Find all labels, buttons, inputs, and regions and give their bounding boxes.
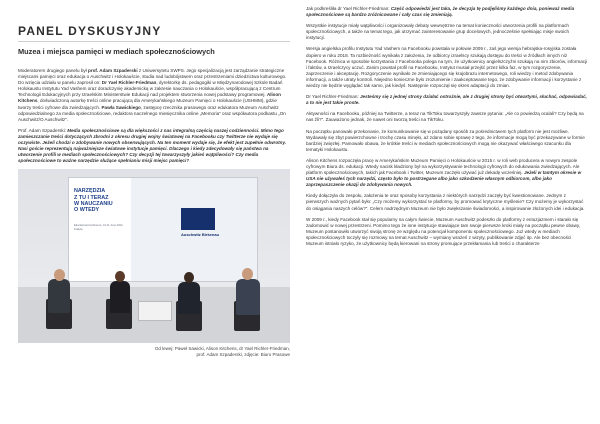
side-table xyxy=(138,301,172,321)
intro-text-c: z Uniwersytetu SWPS. Jego specjalizacją jest zarządzanie strategiczne miejscami pamięci oraz edukacja o Auschwitz i Holokauście, studia nad ludobójstwem oraz przestrzeniami dziedzictwa kulturowego. Do wzięcia udziału w panelu zaprosił on: xyxy=(18,68,287,86)
intro-text-g: , doświadczoną autorkę treści online pracującą dla Amerykańskiego Muzeum Pamięci o Holokauście (USHMM), gdzie tworzy treści cyfrowe dla zwiedzających. xyxy=(18,98,277,110)
intro-name-kitchens: Alison Kitchens xyxy=(18,92,281,104)
section-divider xyxy=(18,41,290,42)
paragraph: Wersja angielska profilu Instytutu Yad Vashem na Facebooku powstała w połowie 2009 r., zaś jego wersja hebrajska-rosyjska została dopiero w roku 2018. Ta rozbieżność wynikała z założenia, że odbiorcy izraelscy szukają dostępu do treści w źródłach innych niż Facebook. Różnica w sposobie korzystania z Facebooka polega na tym, że użytkownicy angielszczyźni szukają na nim zbiorów, informacji i faktów, a Izraelczycy uczuć. Zanim powstał profil na Facebooku, Instytut musiał przejść przez kilka faz, w tym rozgoryczenie, zaprzeczenie i akceptację. Rozgoryczenie wynikało ze zmieniającego się krajobrazu internetowego, roli wiedzy i metod zdobywania informacji, a także utraty kontroli. Niejedno konieczne było zrozumienie i zaakceptowanie tego, że zdobywanie informacji i korzystanie z wiedzy nie będzie wyglądać tak samo, jak kiedyś. Następnie rozpoczął się okres adaptacji do zmian. xyxy=(306,46,588,89)
paragraph: Jak podkreśliła dr Yael Richler-Friedman: Część odpowiedzi jest taka, że decyzja tę podjęliśmy każdego dnia, ponieważ media społecznościowe są bardzo zróżnicowane i cały czas się zmieniają. xyxy=(306,6,575,18)
intro-name-friedman: Dr Yael Richler-Friedman xyxy=(101,80,157,86)
section-title: PANEL DYSKUSYJNY xyxy=(18,24,162,38)
projection-screen xyxy=(68,177,258,282)
panelist-kitchens xyxy=(110,281,130,313)
paragraph: Alison Kitchens rozpoczęła pracę w Amerykańskim Muzeum Pamięci o Holokauście w 2015 r. w roli web producera w nowym zespole cyfrowym Biura ds. edukacji. Wtedy nacisk kładziony był na wykorzystywanie technologii cyfrowych do edukowania zwiedzających. Ale platform społecznościowych, takich jak Facebook i Twitter, Muzeum zaczęło używać już dekadę wcześniej. Jeżeli w tamtym okresie w USA nie używałeś tych narzędzi, często było to postrzegane albo jako szkodzenie własnym odbiorcom, albo jako zaprzepaszczenie okazji do zdobywania nowych. xyxy=(306,157,582,188)
moderator-label: Prof. Adam Szpaderski: xyxy=(18,127,68,133)
intro-paragraph xyxy=(18,68,290,123)
panel-photo xyxy=(18,169,290,343)
paragraph: Kiedy dołączyła do zespołu, założenia te oraz sposoby korzystania z niektórych narzędzi zaczęły być kwestionowane. Jednym z pierwszych ważnych pytań było: „Czy możemy wykorzystać te platformy, by promować krytyczne myślenie? Czy możemy je wykorzystać do osiągania naszych celów?”. Celem nadrzędnym Muzeum nie było zwiększanie świadomości, a inspirowanie złożonych idei i edukacja. xyxy=(306,193,585,211)
panelist-sawicki xyxy=(48,279,70,313)
panelist-szpaderski xyxy=(236,279,260,315)
left-column xyxy=(18,0,290,358)
intro-text-a: Moderatorem drugiego panelu był xyxy=(18,68,88,73)
paragraph: W 2009 r., kiedy Facebook stał się popularny na całym świecie, Muzeum Auschwitz podeszło do platformy z entuzjazmem i starało się zadomowić w nowej przestrzeni. Pomimo tego że inne instytucje stawiające tam swoje pierwsze kroki miały na początku pewne obawy, Muzeum postanowiło utworzyć swoją stronę ze względu na potencjał komponentu społecznościowego. Już wtedy w mediach społecznościowych toczyły się rozmowy na temat Auschwitz – wymiany wrażeń z wizyty, publikowanie zdjęć itp. Ale bez obecności Muzeum istniało ryzyko, że użytkownicy będą kierowani na strony promujące przekłamania lub treści o charakterze xyxy=(306,216,581,246)
museum-logo xyxy=(181,208,215,230)
museum-logo-text: Auschwitz Birkenau xyxy=(181,232,220,238)
screen-subtitle: Educational Conference, 10-11 June 2022, Kraków xyxy=(74,224,124,231)
article-title: Muzea i miejsca pamięci w mediach społecznościowych xyxy=(18,47,215,56)
moderator-quote: Media społecznościowe są dla większości z nas integralną częścią naszej codzienności. Mimo tego zamieszczanie treści dotyczących zbrodni z okresu drugiej wojny światowej na Facebooku czy Twitterze nie wydaje się oczywiste. Jeżeli chodzi o zdobywanie nowych obserwujących. Na ten moment wydaje się, że efekt jest zupełnie odwrotny. Nasi goście reprezentują najważniejsze światowe instytucje pamięci. Dlaczego i kiedy zdecydowały się państwa na utworzenie profili w mediach społecznościowych? Czy decyzji tej towarzyszyły jakieś wątpliwości? Czy media społecznościowe to ważne narzędzie służące spełnianiu misji miejsc pamięci? xyxy=(18,127,287,164)
photo-caption: Od lewej: Paweł Sawicki, Alison Kitchens, dr Yael Richler-Friedman, prof. Adam Szpaderski, zdjęcie: Biuro Prasowe xyxy=(154,346,290,357)
intro-text-i: , zastępcę rzecznika prasowego oraz edukatora Muzeum Auschwitz odpowiedzialnego za media społecznościowe, redaktora naczelnego miesięcznika online „Memoria” oraz współautora podkastu „On Auschwitz/O Auschwitz”. xyxy=(18,104,286,122)
moderator-question xyxy=(18,128,290,165)
right-column xyxy=(306,6,588,252)
screen-title: NARZĘDZIA Z TU I TERAZ W NAUCZANIU O WTEDY xyxy=(74,188,113,214)
intro-name-moderator: prof. Adam Szpaderski xyxy=(87,68,138,73)
intro-text-e: , dyrektorkę ds. pedagogiki w Międzynarodowej Szkole Badań Holokaustu Instytutu Yad Vashem oraz doradczynię akademicką w zakresie nauczania o Holokauście, współpracującą z Centrum Technologii Edukacyjnych przy Izraelskim Ministerstwie Edukacji nad projektem stworzenia nowej podstawy programowej. xyxy=(18,80,283,98)
paragraph: Dr Yael Richler-Friedman: Jesteśmy się z jednej strony działać ostrożnie, ale z drugiej strony być otwartymi, słuchać, odpowiadać, a to nie jest takie proste. xyxy=(306,94,587,106)
paragraph: Aktywności na Facebooku, później na Twitterze, a teraz na TikToku towarzyszyły zawsze pytania: „Ale co powiedzą ocalali? Czy będą na nas źli?”. Zauważono jednak, że nawet oni tworzą treści na TikToku. xyxy=(306,111,584,123)
intro-name-sawicki: Pawła Sawickiego xyxy=(101,104,141,110)
paragraph: Wszystkie instytucje miały wątpliwości i organizowały debaty wewnętrzne na temat konieczności utworzenia profili na platformach społecznościowych, a także na temat tego, jak utrzymać zainteresowanie grup docelowych, jednocześnie spełniając misje swoich instytucji. xyxy=(306,23,569,41)
panelist-friedman xyxy=(178,282,200,314)
paragraph: Na początku panowało przekonanie, że komunikowanie się w pożądany sposób za pośrednictwem tych platform nie jest możliwe. Wydawały się zbyt powierzchowne i trochę czasu minęło, aż zdano sobie sprawę z tego, że informacje mogą być przekazywane w formie bardziej zwięzłej. Pamowało obawa, że krótkie treści w mediach społecznościowych mogą nie okazywać właściwego szacunku dla tematyki Holokaustu. xyxy=(306,128,585,152)
